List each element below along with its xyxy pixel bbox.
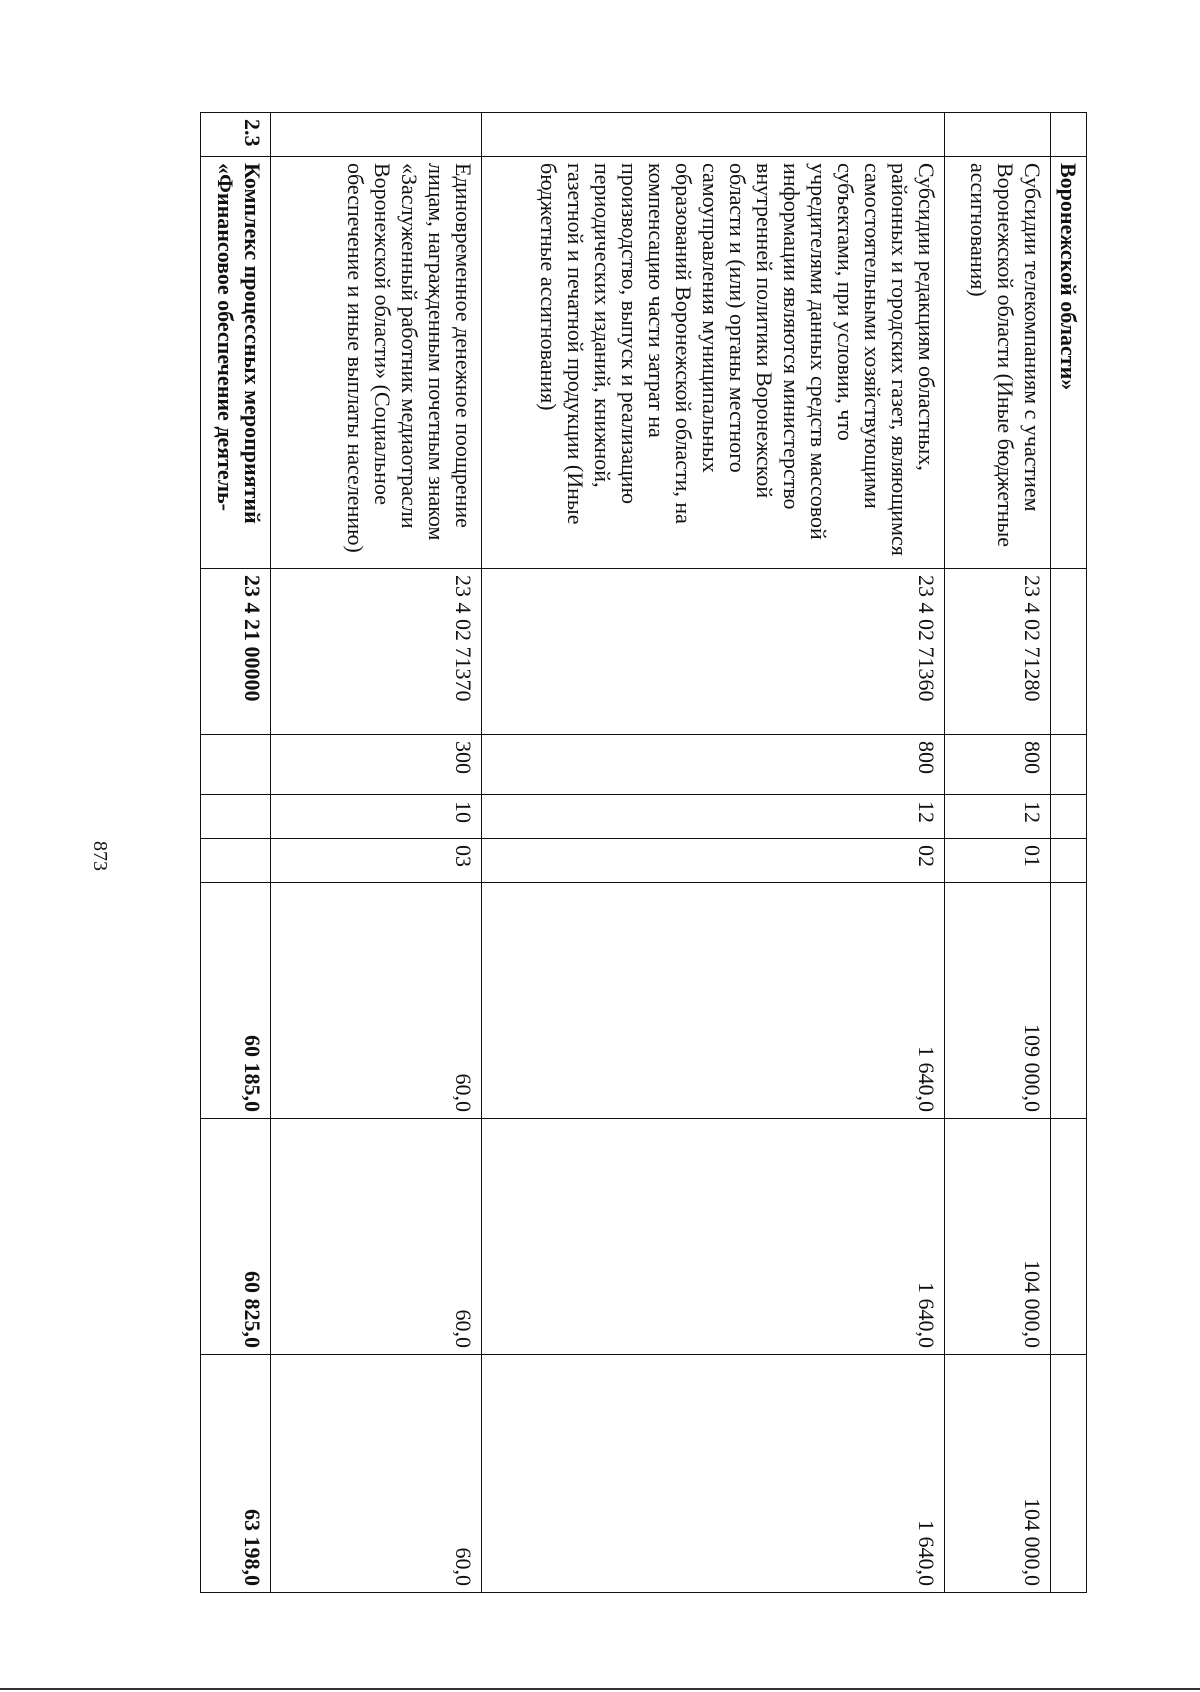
budget-table — [200, 112, 1087, 1593]
cell-amount-3: 1 640,0 — [481, 1355, 944, 1593]
cell-number — [270, 113, 481, 157]
cell-amount-2: 60,0 — [270, 1119, 481, 1355]
cell-name: Комплекс процессных мероприятий «Финансовое обеспечение деятель- — [201, 157, 271, 569]
cell-pr: 03 — [270, 839, 481, 883]
cell-code: 23 4 21 00000 — [201, 569, 271, 735]
cell-code: 23 4 02 71360 — [481, 569, 944, 735]
cell-number — [481, 113, 944, 157]
cell-pr — [1050, 839, 1086, 883]
cell-vr: 800 — [481, 735, 944, 795]
cell-number — [1050, 113, 1086, 157]
cell-code: 23 4 02 71370 — [270, 569, 481, 735]
scan-edge-line — [0, 1688, 1200, 1690]
cell-amount-1 — [1050, 883, 1086, 1119]
cell-vr: 300 — [270, 735, 481, 795]
cell-name: Субсидии телекомпаниям с участием Воронежской области (Иные бюджетные ассигнования) — [944, 157, 1050, 569]
table-row — [944, 113, 1050, 1593]
cell-code: 23 4 02 71280 — [944, 569, 1050, 735]
cell-name: Воронежской области» — [1050, 157, 1086, 569]
budget-table-container — [200, 112, 1087, 1592]
cell-amount-1: 60 185,0 — [201, 883, 271, 1119]
cell-amount-2: 1 640,0 — [481, 1119, 944, 1355]
table-row — [481, 113, 944, 1593]
cell-amount-3: 60,0 — [270, 1355, 481, 1593]
cell-pr — [201, 839, 271, 883]
cell-number — [944, 113, 1050, 157]
cell-rz: 10 — [270, 795, 481, 839]
cell-number: 2.3 — [201, 113, 271, 157]
cell-vr — [1050, 735, 1086, 795]
cell-amount-3 — [1050, 1355, 1086, 1593]
cell-pr: 02 — [481, 839, 944, 883]
table-row — [270, 113, 481, 1593]
cell-code — [1050, 569, 1086, 735]
cell-pr: 01 — [944, 839, 1050, 883]
cell-name: Единовременное денежное поощрение лицам, награжденным почетным знаком «Заслуженный работник медиаотрасли Воронежской области» (Социальное обеспечение и иные выплаты населению) — [270, 157, 481, 569]
cell-vr: 800 — [944, 735, 1050, 795]
cell-amount-2 — [1050, 1119, 1086, 1355]
cell-amount-1: 60,0 — [270, 883, 481, 1119]
cell-rz — [1050, 795, 1086, 839]
cell-amount-2: 60 825,0 — [201, 1119, 271, 1355]
table-row — [201, 113, 271, 1593]
cell-amount-3: 63 198,0 — [201, 1355, 271, 1593]
cell-rz — [201, 795, 271, 839]
cell-amount-2: 104 000,0 — [944, 1119, 1050, 1355]
cell-amount-1: 109 000,0 — [944, 883, 1050, 1119]
page-number: 873 — [89, 841, 111, 871]
cell-name: Субсидии редакциям областных, районных и городских газет, являющимся самостоятельными хозяйствующими субъектами, при условии, что учредителями данных средств массовой информации являются министерство внутренней политики Воронежской области и (или) органы местного самоуправления муниципальных образований Воронежской области, на компенсацию части затрат на производство, выпуск и реализацию периодических изданий, книжной, газетной и печатной продукции (Иные бюджетные ассигнования) — [481, 157, 944, 569]
cell-rz: 12 — [481, 795, 944, 839]
cell-amount-1: 1 640,0 — [481, 883, 944, 1119]
cell-rz: 12 — [944, 795, 1050, 839]
cell-amount-3: 104 000,0 — [944, 1355, 1050, 1593]
table-row — [1050, 113, 1086, 1593]
cell-vr — [201, 735, 271, 795]
